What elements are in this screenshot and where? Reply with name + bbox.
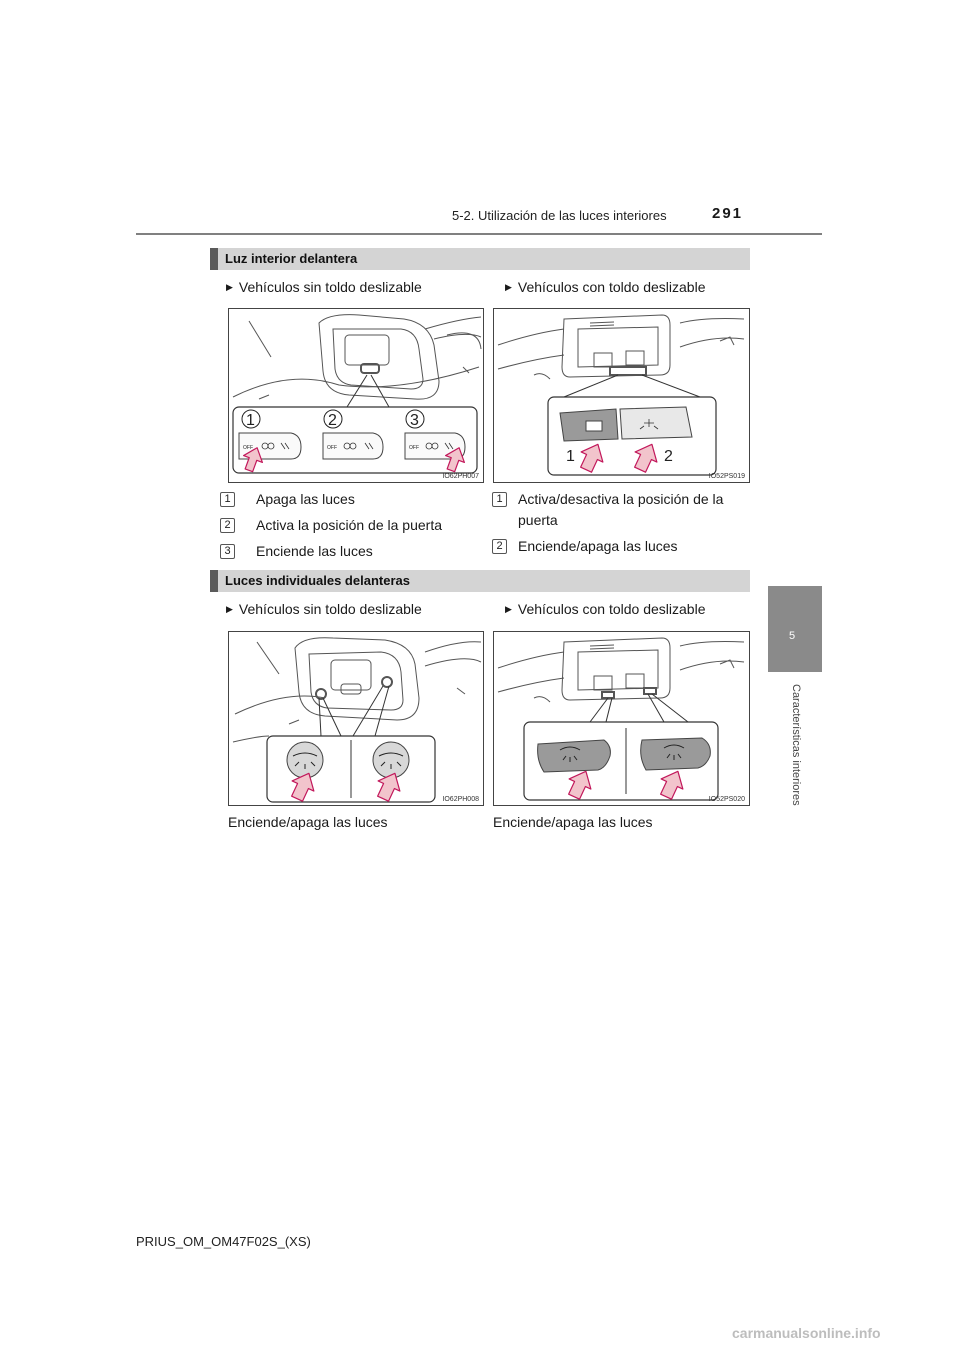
figure-code: IO62PH007 bbox=[442, 473, 479, 480]
item-number: 3 bbox=[220, 544, 235, 559]
bullet-con-toldo: ▶ Vehículos con toldo deslizable bbox=[505, 601, 706, 617]
switch-off-label-3: OFF bbox=[409, 445, 419, 451]
illustration-front-light-no-roof bbox=[229, 309, 483, 482]
running-header: 5-2. Utilización de las luces interiores bbox=[452, 208, 667, 223]
illustration-individual-lights-no-roof bbox=[229, 632, 483, 805]
callout-2: 2 bbox=[328, 412, 337, 429]
chapter-number: 5 bbox=[789, 630, 796, 642]
callout-1: 1 bbox=[566, 448, 575, 465]
switch-off-label-1: OFF bbox=[243, 445, 253, 451]
figure-code: IO52PS019 bbox=[708, 473, 745, 480]
document-id: PRIUS_OM_OM47F02S_(XS) bbox=[136, 1234, 311, 1249]
bullet-sin-toldo: ▶ Vehículos sin toldo deslizable bbox=[226, 601, 422, 617]
figure-front-light-no-roof bbox=[228, 308, 484, 483]
item-number: 2 bbox=[492, 539, 507, 554]
page-number: 291 bbox=[712, 205, 744, 222]
section-title-luces-individuales: Luces individuales delanteras bbox=[210, 570, 750, 592]
header-rule bbox=[136, 233, 822, 235]
item-number: 1 bbox=[220, 492, 235, 507]
figure-front-light-with-roof bbox=[493, 308, 750, 483]
switch-off-label-2: OFF bbox=[327, 445, 337, 451]
bullet-sin-toldo: ▶ Vehículos sin toldo deslizable bbox=[226, 279, 422, 295]
watermark: carmanualsonline.info bbox=[732, 1325, 881, 1341]
item-text: Activa la posición de la puerta bbox=[256, 517, 442, 533]
item-text: Enciende las luces bbox=[256, 543, 373, 559]
item-text-continuation: puerta bbox=[518, 512, 558, 528]
callout-3: 3 bbox=[410, 412, 419, 429]
caption-left: Enciende/apaga las luces bbox=[228, 814, 388, 830]
figure-individual-lights-with-roof bbox=[493, 631, 750, 806]
item-number: 1 bbox=[492, 492, 507, 507]
item-text: Activa/desactiva la posición de la bbox=[518, 491, 724, 507]
bullet-con-toldo: ▶ Vehículos con toldo deslizable bbox=[505, 279, 706, 295]
section-title-luz-interior-delantera: Luz interior delantera bbox=[210, 248, 750, 270]
chapter-tab bbox=[768, 586, 822, 672]
figure-code: IO52PS020 bbox=[708, 796, 745, 803]
callout-2: 2 bbox=[664, 448, 673, 465]
illustration-individual-lights-with-roof bbox=[494, 632, 749, 805]
item-text: Apaga las luces bbox=[256, 491, 355, 507]
chapter-label: Características interiores bbox=[790, 684, 802, 806]
figure-individual-lights-no-roof bbox=[228, 631, 484, 806]
illustration-front-light-with-roof bbox=[494, 309, 749, 482]
caption-right: Enciende/apaga las luces bbox=[493, 814, 653, 830]
callout-1: 1 bbox=[246, 412, 255, 429]
item-text: Enciende/apaga las luces bbox=[518, 538, 678, 554]
figure-code: IO62PH008 bbox=[442, 796, 479, 803]
item-number: 2 bbox=[220, 518, 235, 533]
